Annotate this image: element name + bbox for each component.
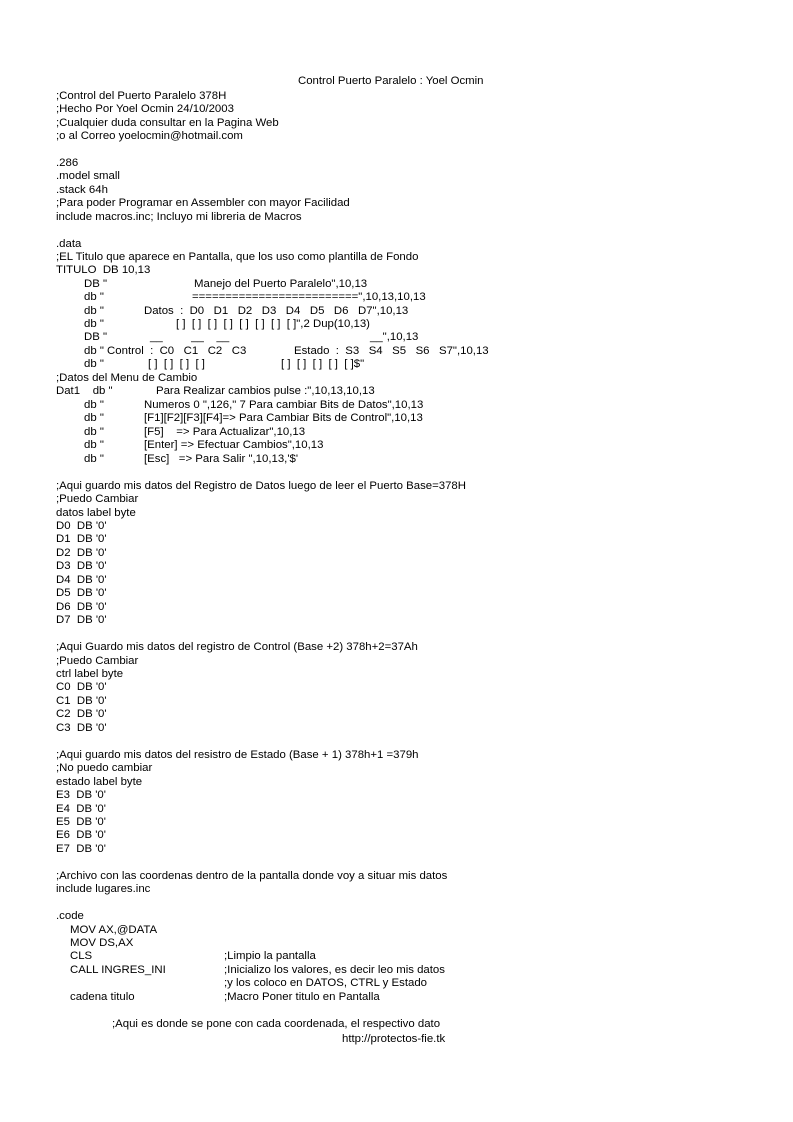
code-line: db " xyxy=(84,426,104,438)
code-line: ;o al Correo yoelocmin@hotmail.com xyxy=(56,130,243,142)
code-line: Para Realizar cambios pulse :",10,13,10,13 xyxy=(156,385,375,397)
code-line: D7 DB '0' xyxy=(56,614,107,626)
code-line: ;Aqui es donde se pone con cada coordenada, el respectivo dato xyxy=(112,1018,441,1030)
code-line: Numeros 0 ",126," 7 Para cambiar Bits de Datos",10,13 xyxy=(144,399,424,411)
code-line: db " xyxy=(84,358,104,370)
code-line: ;Macro Poner titulo en Pantalla xyxy=(224,991,380,1003)
code-line: ;y los coloco en DATOS, CTRL y Estado xyxy=(224,977,428,989)
code-line: ;Aqui guardo mis datos del resistro de Estado (Base + 1) 378h+1 =379h xyxy=(56,749,419,761)
code-line: .data xyxy=(56,238,82,250)
code-line: db " xyxy=(84,412,104,424)
code-line: D5 DB '0' xyxy=(56,587,107,599)
code-line: D6 DB '0' xyxy=(56,601,107,613)
code-line: .code xyxy=(56,910,84,922)
code-line: E3 DB '0' xyxy=(56,789,106,801)
code-line: ;Inicializo los valores, es decir leo mis datos xyxy=(224,964,445,976)
code-line: E4 DB '0' xyxy=(56,803,106,815)
code-line: ;EL Titulo que aparece en Pantalla, que los uso como plantilla de Fondo xyxy=(56,251,419,263)
code-line: ;Puedo Cambiar xyxy=(56,655,139,667)
code-line: C2 DB '0' xyxy=(56,708,107,720)
code-line: ;Cualquier duda consultar en la Pagina Web xyxy=(56,117,279,129)
code-line: CLS xyxy=(70,950,93,962)
code-line: ;Aqui guardo mis datos del Registro de Datos luego de leer el Puerto Base=378H xyxy=(56,480,466,492)
code-line: E5 DB '0' xyxy=(56,816,106,828)
code-line: [F5] => Para Actualizar",10,13 xyxy=(144,426,306,438)
code-line: ;Aqui Guardo mis datos del registro de Control (Base +2) 378h+2=37Ah xyxy=(56,641,418,653)
code-line: [ ] [ ] [ ] [ ] [ ]$" xyxy=(281,358,365,370)
code-line: ;Control del Puerto Paralelo 378H xyxy=(56,90,227,102)
code-line: include lugares.inc xyxy=(56,883,151,895)
code-line: .model small xyxy=(56,170,120,182)
code-line: db " xyxy=(84,399,104,411)
code-line: db " xyxy=(84,291,104,303)
code-line: DB " xyxy=(84,278,108,290)
code-line: ;Puedo Cambiar xyxy=(56,493,139,505)
code-line: TITULO DB 10,13 xyxy=(56,264,151,276)
code-line: datos label byte xyxy=(56,507,136,519)
code-line: Datos : D0 D1 D2 D3 D4 D5 D6 D7",10,13 xyxy=(144,305,409,317)
code-line: D4 DB '0' xyxy=(56,574,107,586)
code-line: ;Hecho Por Yoel Ocmin 24/10/2003 xyxy=(56,103,234,115)
code-line: [ ] [ ] [ ] [ ] [ ] [ ] [ ] [ ]",2 Dup(10,13) xyxy=(176,318,370,330)
code-line: include macros.inc; Incluyo mi libreria de Macros xyxy=(56,211,302,223)
code-line: db " xyxy=(84,439,104,451)
code-line: .286 xyxy=(56,157,79,169)
code-line: [F1][F2][F3][F4]=> Para Cambiar Bits de Control",10,13 xyxy=(144,412,423,424)
code-line: MOV AX,@DATA xyxy=(70,924,158,936)
code-line: db " xyxy=(84,318,104,330)
code-line: E7 DB '0' xyxy=(56,843,106,855)
page-footer: http://protectos-fie.tk xyxy=(342,1033,446,1045)
code-line: [Enter] => Efectuar Cambios",10,13 xyxy=(144,439,324,451)
code-line: [ ] [ ] [ ] [ ] xyxy=(148,358,205,370)
code-line: cadena titulo xyxy=(70,991,135,1003)
code-line: Estado : S3 S4 S5 S6 S7",10,13 xyxy=(294,345,489,357)
code-line: ctrl label byte xyxy=(56,668,124,680)
code-line: CALL INGRES_INI xyxy=(70,964,166,976)
code-line: __ __ __ xyxy=(150,331,230,343)
code-line: D1 DB '0' xyxy=(56,533,107,545)
code-line: [Esc] => Para Salir ",10,13,'$' xyxy=(144,453,299,465)
code-line: C3 DB '0' xyxy=(56,722,107,734)
code-line: E6 DB '0' xyxy=(56,829,106,841)
code-line: db " xyxy=(84,453,104,465)
code-line: C1 DB '0' xyxy=(56,695,107,707)
code-line: estado label byte xyxy=(56,776,143,788)
code-line: D2 DB '0' xyxy=(56,547,107,559)
code-line: Dat1 db " xyxy=(56,385,113,397)
code-line: DB " xyxy=(84,331,108,343)
code-line: Manejo del Puerto Paralelo",10,13 xyxy=(194,278,368,290)
code-line: __",10,13 xyxy=(370,331,419,343)
code-line: ;Datos del Menu de Cambio xyxy=(56,372,198,384)
code-line: MOV DS,AX xyxy=(70,937,134,949)
page-header: Control Puerto Paralelo : Yoel Ocmin xyxy=(298,75,484,87)
code-line: D0 DB '0' xyxy=(56,520,107,532)
code-line: ;No puedo cambiar xyxy=(56,762,153,774)
code-line: C0 DB '0' xyxy=(56,681,107,693)
code-line: db " xyxy=(84,305,104,317)
code-line: db " Control : C0 C1 C2 C3 xyxy=(84,345,247,357)
code-line: =========================",10,13,10,13 xyxy=(192,291,426,303)
code-line: .stack 64h xyxy=(56,184,108,196)
code-line: ;Para poder Programar en Assembler con mayor Facilidad xyxy=(56,197,350,209)
code-line: D3 DB '0' xyxy=(56,560,107,572)
code-line: ;Archivo con las coordenas dentro de la pantalla donde voy a situar mis datos xyxy=(56,870,448,882)
code-line: ;Limpio la pantalla xyxy=(224,950,316,962)
